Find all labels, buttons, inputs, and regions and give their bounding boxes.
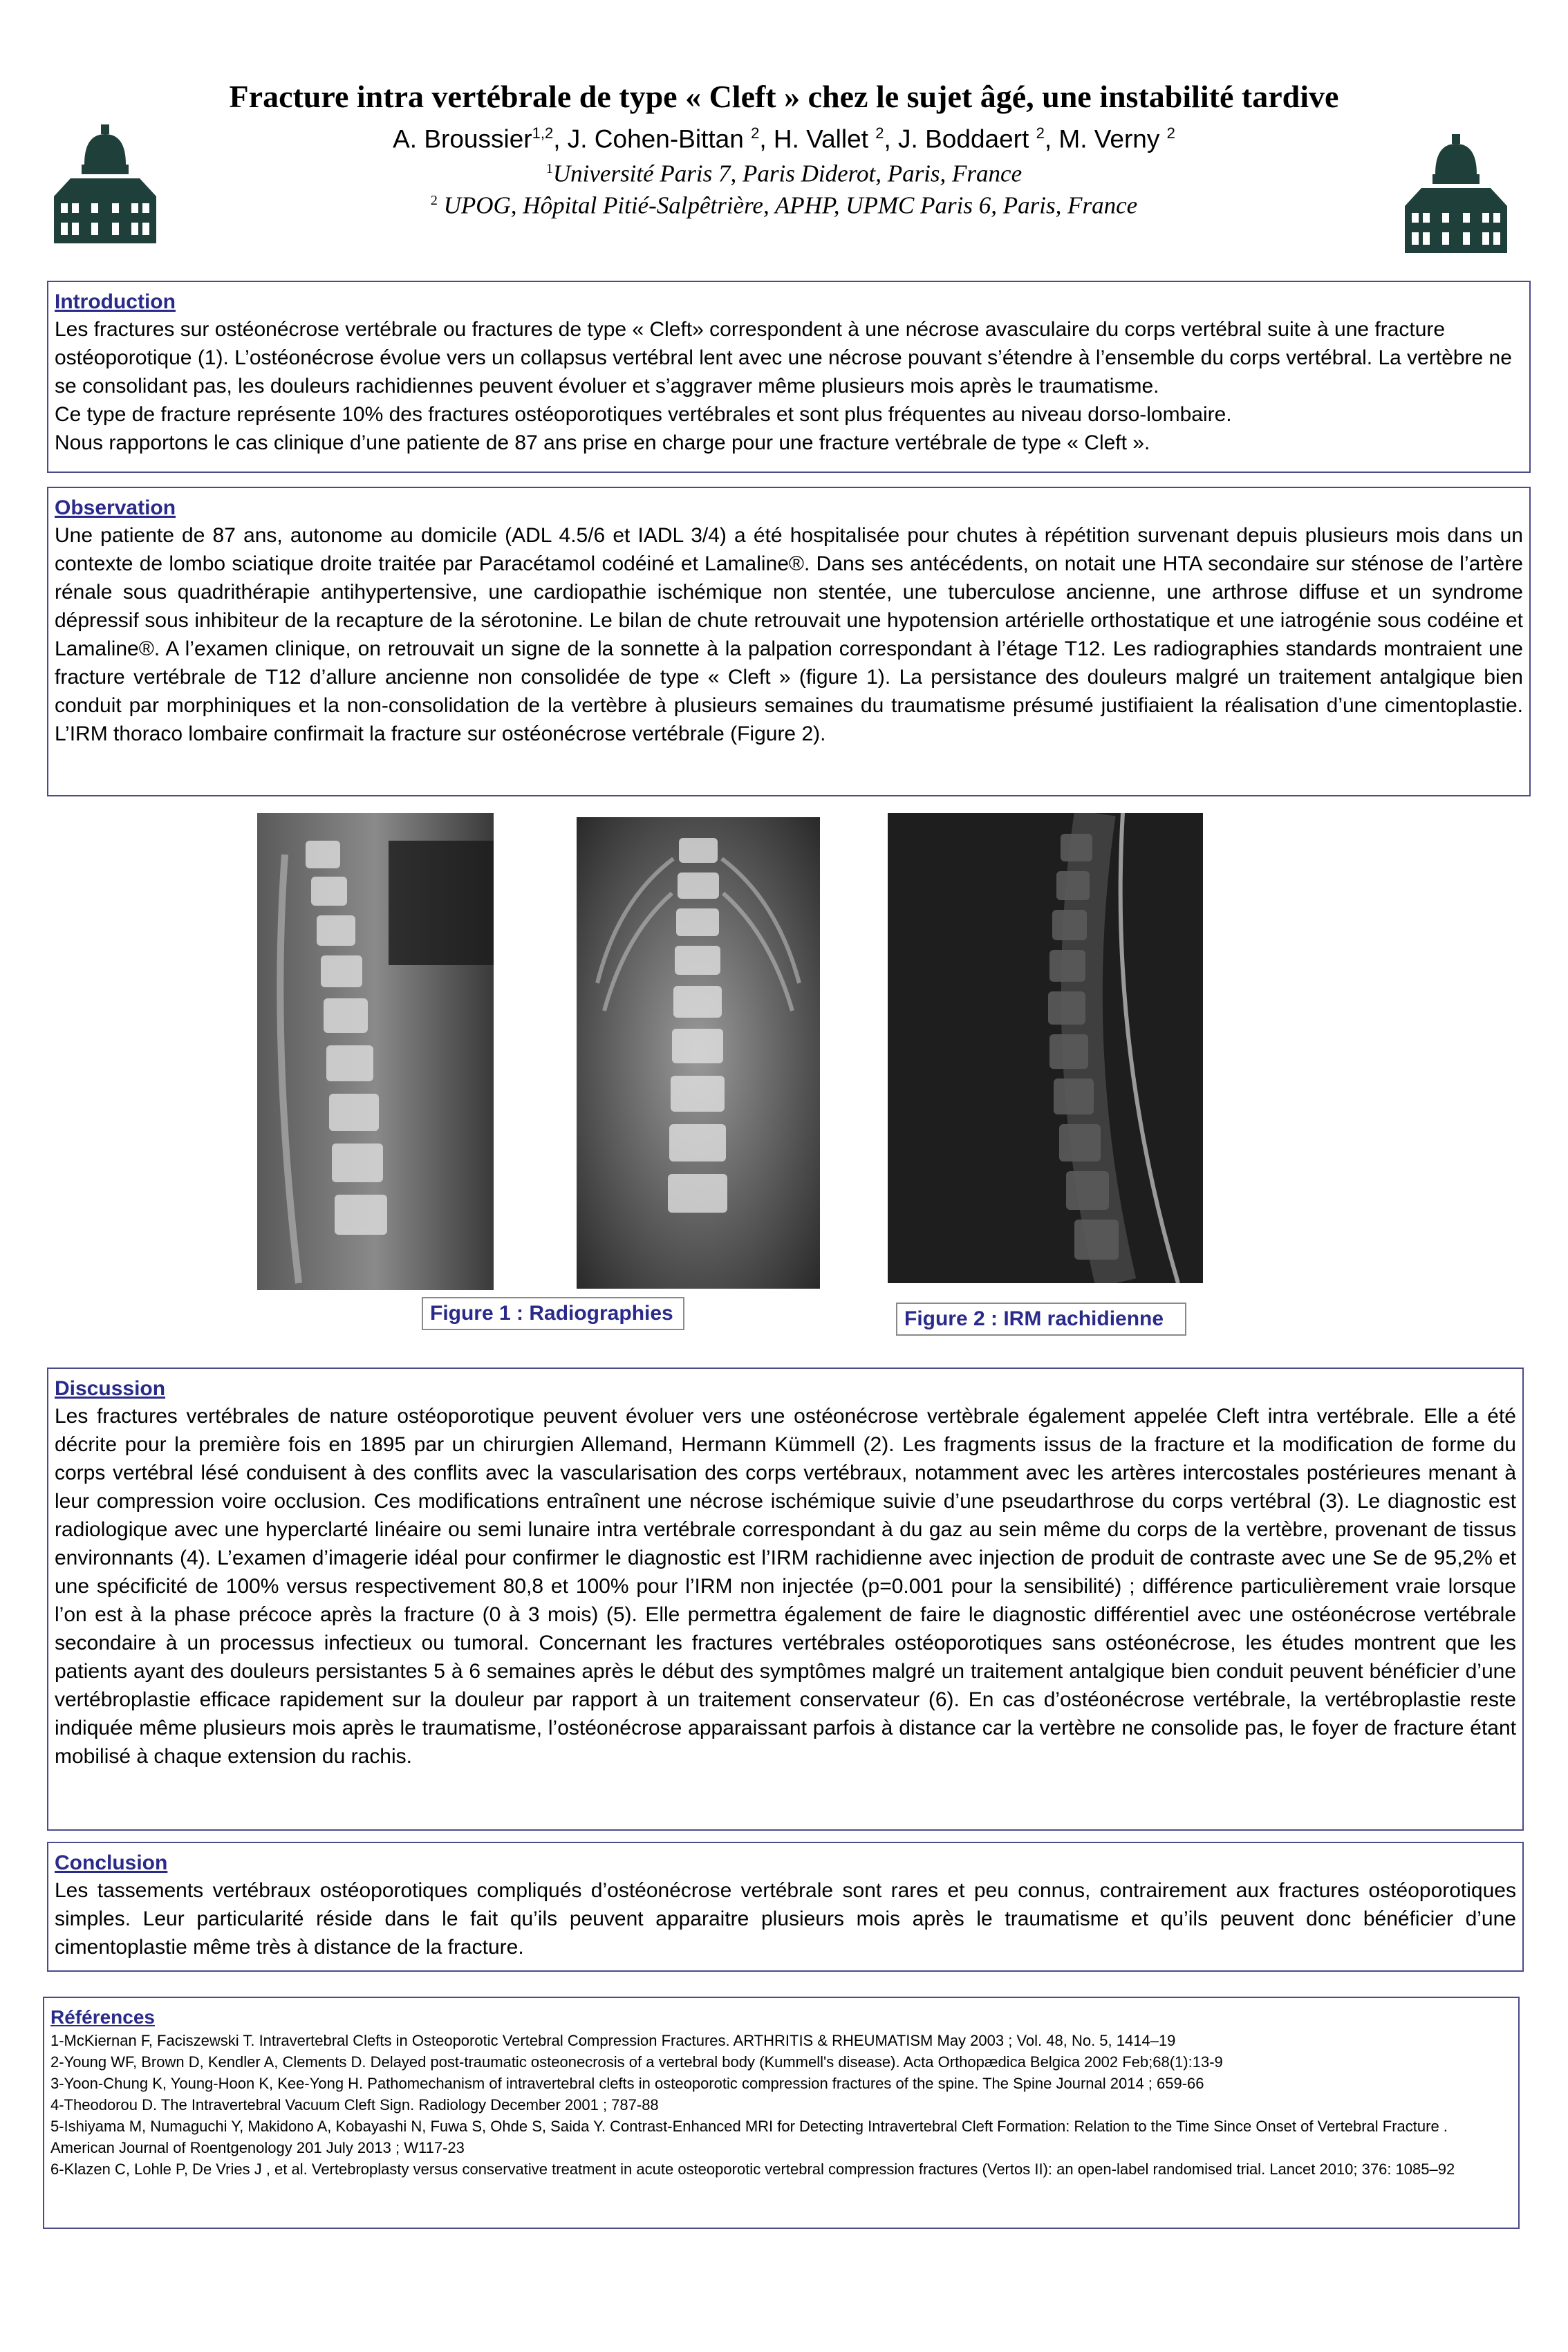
conclusion-heading: Conclusion (55, 1851, 168, 1874)
affiliation-2 (138, 185, 1430, 221)
author-4-sup: 2 (1036, 124, 1045, 142)
author-2-sup: 2 (751, 124, 760, 142)
figure-2-mri-sagittal (888, 813, 1203, 1283)
figure-1-caption: Figure 1 : Radiographies (422, 1297, 684, 1330)
affiliation-1-sup: 1 (545, 161, 553, 176)
introduction-paragraph-3: Nous rapportons le cas clinique d’une patiente de 87 ans prise en charge pour une fracture vertébrale de type « Cleft ». (55, 431, 1150, 454)
reference-item: 1-McKiernan F, Faciszewski T. Intravertebral Clefts in Osteoporotic Vertebral Compression Fractures. ARTHRITIS & RHEUMATISM May 2003 ; Vol. 48, No. 5, 1414–19 (50, 2032, 1176, 2049)
figure-2-caption: Figure 2 : IRM rachidienne (896, 1303, 1186, 1336)
introduction-section (47, 281, 1531, 473)
reference-item: 3-Yoon-Chung K, Young-Hoon K, Kee-Yong H. Pathomechanism of intravertebral clefts in osteoporotic compression fractures of the spine. The Spine Journal 2014 ; 659-66 (50, 2075, 1204, 2092)
figure-1-radiograph-lateral (257, 813, 494, 1290)
author-list (138, 116, 1430, 156)
author-1: A. Broussier (393, 124, 532, 153)
references-heading: Références (50, 2006, 155, 2028)
discussion-heading: Discussion (55, 1377, 166, 1400)
references-section (43, 1997, 1520, 2229)
observation-heading: Observation (55, 496, 176, 519)
affiliation-1-text: Université Paris 7, Paris Diderot, Paris, France (552, 160, 1023, 187)
poster-title: Fracture intra vertébrale de type « Cleft » chez le sujet âgé, une instabilité tardive (229, 79, 1339, 114)
introduction-paragraph-2: Ce type de fracture représente 10% des fractures ostéoporotiques vertébrales et sont plus fréquentes au niveau dorso-lombaire. (55, 403, 1232, 426)
author-4: , J. Boddaert (884, 124, 1036, 153)
observation-text: Une patiente de 87 ans, autonome au domicile (ADL 4.5/6 et IADL 3/4) a été hospitalisée pour chutes à répétition survenant depuis plusieurs mois dans un contexte de lombo sciatique droite traitée par Paracétamol codéiné et Lamaline®. Dans ses antécédents, on notait une HTA secondaire sur sténose de l’artère rénale sous quadrithérapie antihypertensive, une cardiopathie ischémique non stentée, une tuberculose ancienne, une arthrose diffuse et un syndrome dépressif sous inhibiteur de la recapture de la sérotonine. Le bilan de chute retrouvait une hypotension artérielle orthostatique et une iatrogénie sous codéine et Lamaline®. A l’examen clinique, on retrouvait un signe de la sonnette à la palpation correspondant à l’étage T12. Les radiographies standards montraient une fracture vertébrale de T12 d’allure ancienne non consolidée de type « Cleft » (figure 1). La persistance des douleurs malgré un traitement antalgique bien conduit par morphiniques et la non-consolidation de la vertèbre à plusieurs semaines du traumatisme présumé justifiaient la réalisation d’une cimentoplastie. L’IRM thoraco lombaire confirmait la fracture sur ostéonécrose vertébrale (Figure 2). (55, 524, 1523, 745)
affiliation-2-text: UPOG, Hôpital Pitié-Salpêtrière, APHP, UPMC Paris 6, Paris, France (437, 192, 1138, 219)
discussion-section (47, 1368, 1524, 1831)
author-5: , M. Verny (1044, 124, 1167, 153)
author-2: , J. Cohen-Bittan (553, 124, 752, 153)
author-3-sup: 2 (875, 124, 884, 142)
conclusion-text: Les tassements vertébraux ostéoporotiques compliqués d’ostéonécrose vertébrale sont rares et peu connus, contrairement aux fractures ostéoporotiques simples. Leur particularité réside dans le fait qu’ils peuvent apparaitre plusieurs mois après le traumatisme et qu’ils peuvent donc bénéficier d’une cimentoplastie même très à distance de la fracture. (55, 1879, 1516, 1959)
discussion-text: Les fractures vertébrales de nature ostéoporotique peuvent évoluer vers une ostéonécrose vertèbrale également appelée Cleft intra vertébrale. Elle a été décrite pour la première fois en 1895 par un chirurgien Allemand, Hermann Kümmell (2). Les fragments issus de la fracture et la modification de forme du corps vertébral lésé conduisent à des conflits avec la vascularisation des corps vertébraux, notamment avec les artères intercostales postérieures menant à leur compression voire occlusion. Ces modifications entraînent une nécrose ischémique suivie d’une pseudarthrose du corps vertébral (3). Le diagnostic est radiologique avec une hyperclarté linéaire ou semi lunaire intra vertébrale correspondant à du gaz au sein même du corps de la vertèbre, provenant de tissus environnants (4). L’examen d’imagerie idéal pour confirmer le diagnostic est l’IRM rachidienne avec injection de produit de contraste avec une Se de 95,2% et une spécificité de 100% versus respectivement 80,8 et 100% pour l’IRM non injectée (p=0.001 pour la sensibilité) ; différence particulièrement vraie lorsque l’on est à la phase précoce après la fracture (0 à 3 mois) (5). Elle permettra également de faire le diagnostic différentiel avec une ostéonécrose vertébrale secondaire à un processus infectieux ou tumoral. Concernant les fractures vertébrales ostéoporotiques sans ostéonécrose, les études montrent que les patients ayant des douleurs persistantes 5 à 6 semaines après le début des symptômes malgré un traitement antalgique bien conduit peuvent bénéficier d’une vertébroplastie efficace rapidement sur la douleur par rapport à un traitement conservateur (6). En cas d’ostéonécrose vertébrale, la vertébroplastie reste indiquée même plusieurs mois après le traumatisme, l’ostéonécrose apparaissant parfois à distance car la vertèbre ne consolide pas, le foyer de fracture étant mobilisé à chaque extension du rachis. (55, 1405, 1516, 1768)
introduction-paragraph-1: Les fractures sur ostéonécrose vertébrale ou fractures de type « Cleft» correspondent à une nécrose avasculaire du corps vertébral suite à une fracture ostéoporotique (1). L’ostéonécrose évolue vers un collapsus vertébral lent avec une nécrose pouvant s’étendre à l’ensemble du corps vertébral. La vertèbre ne se consolidant pas, les douleurs rachidiennes peuvent évoluer et s’aggraver même plusieurs mois après le traumatisme. (55, 318, 1512, 398)
introduction-heading: Introduction (55, 290, 176, 313)
reference-item: 5-Ishiyama M, Numaguchi Y, Makidono A, Kobayashi N, Fuwa S, Ohde S, Saida Y. Contrast-Enhanced MRI for Detecting Intravertebral Cleft Formation: Relation to the Time Since Onset of Vertebral Fracture . American Journal of Roentgenology 201 July 2013 ; W117-23 (50, 2118, 1448, 2156)
author-5-sup: 2 (1166, 124, 1175, 142)
reference-item: 4-Theodorou D. The Intravertebral Vacuum Cleft Sign. Radiology December 2001 ; 787-88 (50, 2096, 659, 2113)
reference-item: 6-Klazen C, Lohle P, De Vries J , et al. Vertebroplasty versus conservative treatment in acute osteoporotic vertebral compression fractures (Vertos II): an open-label randomised trial. Lancet 2010; 376: 1085–92 (50, 2160, 1455, 2178)
reference-item: 2-Young WF, Brown D, Kendler A, Clements D. Delayed post-traumatic osteonecrosis of a vertebral body (Kummell's disease). Acta Orthopædica Belgica 2002 Feb;68(1):13-9 (50, 2053, 1223, 2071)
affiliation-1 (138, 153, 1430, 189)
observation-section (47, 487, 1531, 796)
author-3: , H. Vallet (759, 124, 876, 153)
author-1-sup: 1,2 (532, 124, 554, 142)
affiliation-2-sup: 2 (430, 193, 438, 208)
conclusion-section (47, 1842, 1524, 1972)
figure-1-radiograph-frontal (577, 817, 820, 1289)
